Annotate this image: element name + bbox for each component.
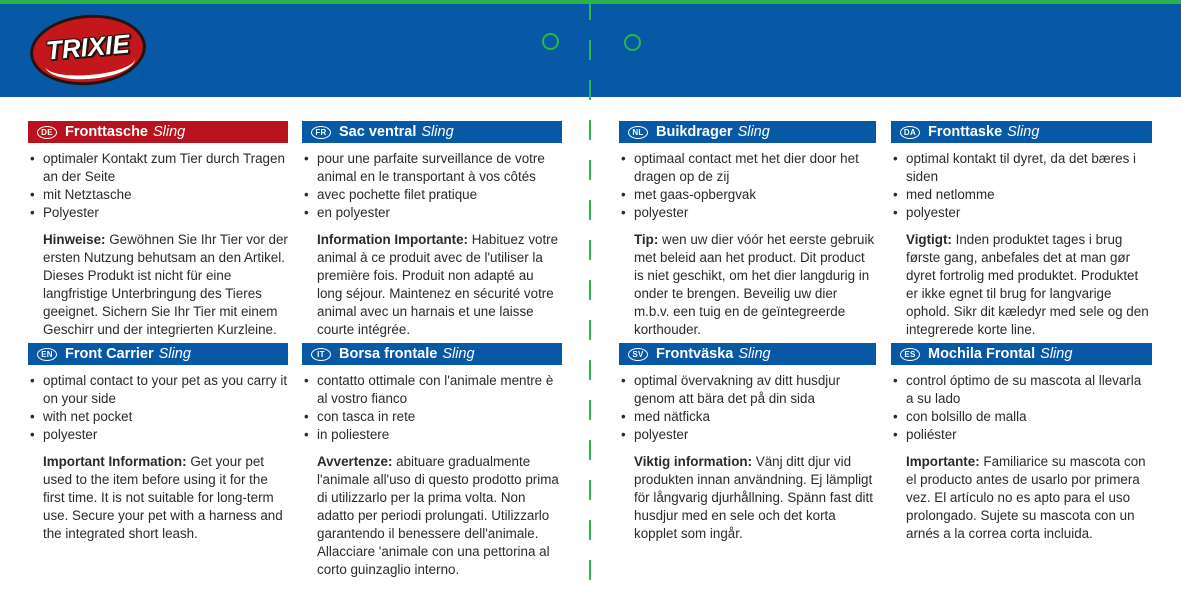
product-name: Sling xyxy=(737,124,770,140)
block-title: Fronttaske xyxy=(928,124,1003,140)
lang-block-de xyxy=(28,121,288,343)
bullet-item: • optimal kontakt til dyret, da det bæres i siden xyxy=(891,150,1152,186)
note-text: Gewöhnen Sie Ihr Tier vor der ersten Nutzung behutsam an den Artikel. Dieses Produkt ist nicht für eine langfristige Unterbringung des Tieres geeignet. Sichern Sie Ihr Tier mit einem Geschirr und der integrierten Kurzleine. xyxy=(43,232,288,337)
bullet-item: • avec pochette filet pratique xyxy=(302,186,562,204)
note-paragraph xyxy=(619,453,876,543)
product-name: Sling xyxy=(421,124,454,140)
bullet-item: • en polyester xyxy=(302,204,562,222)
note-label: Important Information: xyxy=(43,454,187,469)
note-paragraph xyxy=(302,231,562,339)
note-text: Get your pet used to the item before using it for the first time. It is not suitable for long-term use. Secure your pet with a harness and the integrated short leash. xyxy=(43,454,283,541)
lang-header-en xyxy=(28,343,288,365)
column-1 xyxy=(28,121,288,543)
bullet-list xyxy=(619,150,876,222)
bullet-list xyxy=(891,372,1152,444)
bullet-list xyxy=(302,150,562,222)
lang-block-es xyxy=(891,343,1152,543)
block-title: Borsa frontale xyxy=(339,346,438,362)
note-label: Importante: xyxy=(906,454,980,469)
bullet-item: • optimal contact to your pet as you carry it on your side xyxy=(28,372,288,408)
lang-header-es xyxy=(891,343,1152,365)
lang-block-sv xyxy=(619,343,876,543)
trixie-logo xyxy=(27,10,149,90)
product-name: Sling xyxy=(442,346,475,362)
lang-header-it xyxy=(302,343,562,365)
lang-badge-icon: IT xyxy=(311,348,331,361)
lang-block-da xyxy=(891,121,1152,343)
bullet-item: • met gaas-opbergvak xyxy=(619,186,876,204)
bullet-item: • contatto ottimale con l'animale mentre è al vostro fianco xyxy=(302,372,562,408)
bullet-list xyxy=(302,372,562,444)
lang-block-fr xyxy=(302,121,562,343)
note-text: Vänj ditt djur vid produkten innan användning. Ej lämpligt för långvarig djurhållning. Spänn fast ditt husdjur med en sele och det korta kopplet som ingår. xyxy=(634,454,873,541)
bullet-item: • optimaler Kontakt zum Tier durch Tragen an der Seite xyxy=(28,150,288,186)
bullet-item: • polyester xyxy=(891,204,1152,222)
lang-block-it xyxy=(302,343,562,579)
note-text: wen uw dier vóór het eerste gebruik met beleid aan het product. Dit product is niet geschikt, om het dier langdurig in onder te brengen. Beveilig uw dier m.b.v. een tuig en de geïntegreerde korthouder. xyxy=(634,232,875,337)
bullet-item: • control óptimo de su mascota al llevarla a su lado xyxy=(891,372,1152,408)
bullet-list xyxy=(28,150,288,222)
lang-badge-icon: NL xyxy=(628,126,648,139)
bullet-item: • med nätficka xyxy=(619,408,876,426)
lang-badge-icon: DE xyxy=(37,126,57,139)
note-label: Tip: xyxy=(634,232,659,247)
trixie-logo-text: TRIXIE xyxy=(44,27,131,66)
bullet-item: • polyester xyxy=(28,426,288,444)
block-title: Frontväska xyxy=(656,346,734,362)
block-title: Fronttasche xyxy=(65,124,148,140)
lang-badge-icon: FR xyxy=(311,126,331,139)
note-text: Habituez votre animal à ce produit avec de l'utiliser la première fois. Produit non adapté au long séjour. Maintenez en sécurité votre animal avec un harnais et une laisse courte intégrée. xyxy=(317,232,559,337)
bullet-item: • polyester xyxy=(619,204,876,222)
bullet-list xyxy=(891,150,1152,222)
bullet-item: • med netlomme xyxy=(891,186,1152,204)
fold-dashed-line xyxy=(589,0,591,590)
bullet-item: • Polyester xyxy=(28,204,288,222)
note-text: Inden produktet tages i brug første gang, anbefales det at man gør dyret fortrolig med produktet. Produktet er ikke egnet til brug for langvarige ophold. Sikr dit kæledyr med sele og den integrerede korte line. xyxy=(906,232,1149,337)
block-title: Front Carrier xyxy=(65,346,154,362)
lang-badge-icon: EN xyxy=(37,348,57,361)
bullet-item: • in poliestere xyxy=(302,426,562,444)
lang-header-da xyxy=(891,121,1152,143)
product-name: Sling xyxy=(1040,346,1073,362)
bullet-item: • optimaal contact met het dier door het dragen op de zij xyxy=(619,150,876,186)
note-paragraph xyxy=(619,231,876,339)
column-3 xyxy=(619,121,876,543)
block-title: Mochila Frontal xyxy=(928,346,1036,362)
bullet-item: • con tasca in rete xyxy=(302,408,562,426)
lang-badge-icon: ES xyxy=(900,348,920,361)
lang-header-fr xyxy=(302,121,562,143)
lang-header-sv xyxy=(619,343,876,365)
bullet-item: • poliéster xyxy=(891,426,1152,444)
column-4 xyxy=(891,121,1152,543)
lang-block-nl xyxy=(619,121,876,343)
bullet-item: • optimal övervakning av ditt husdjur genom att bära det på din sida xyxy=(619,372,876,408)
bullet-item: • con bolsillo de malla xyxy=(891,408,1152,426)
product-name: Sling xyxy=(1007,124,1040,140)
bullet-item: • with net pocket xyxy=(28,408,288,426)
note-text: Familiarice su mascota con el producto antes de usarlo por primera vez. El artículo no es apto para el uso prolongado. Sujete su mascota con un arnés a la correa corta incluida. xyxy=(906,454,1146,541)
product-name: Sling xyxy=(153,124,186,140)
registration-circle-icon xyxy=(542,33,559,50)
bullet-item: • pour une parfaite surveillance de votre animal en le transportant à vos côtés xyxy=(302,150,562,186)
registration-circle-icon xyxy=(624,34,641,51)
block-title: Sac ventral xyxy=(339,124,417,140)
note-paragraph xyxy=(891,453,1152,543)
note-paragraph xyxy=(28,453,288,543)
block-title: Buikdrager xyxy=(656,124,733,140)
bullet-item: • polyester xyxy=(619,426,876,444)
lang-badge-icon: SV xyxy=(628,348,648,361)
note-paragraph xyxy=(28,231,288,339)
note-paragraph xyxy=(891,231,1152,339)
note-text: abituare gradualmente l'animale all'uso di questo prodotto prima di utilizzarlo per la prima volta. Non adatto per periodi prolungati. Utilizzarlo garantendo il benessere dell'animale. Allacciare 'animale con una pettorina al corto guinzaglio interno. xyxy=(317,454,559,577)
column-2 xyxy=(302,121,562,579)
lang-badge-icon: DA xyxy=(900,126,920,139)
note-paragraph xyxy=(302,453,562,579)
lang-header-de xyxy=(28,121,288,143)
bullet-list xyxy=(28,372,288,444)
bullet-list xyxy=(619,372,876,444)
product-name: Sling xyxy=(738,346,771,362)
product-name: Sling xyxy=(158,346,191,362)
lang-header-nl xyxy=(619,121,876,143)
note-label: Viktig information: xyxy=(634,454,753,469)
lang-block-en xyxy=(28,343,288,543)
note-label: Information Importante: xyxy=(317,232,469,247)
bullet-item: • mit Netztasche xyxy=(28,186,288,204)
note-label: Vigtigt: xyxy=(906,232,952,247)
note-label: Avvertenze: xyxy=(317,454,393,469)
note-label: Hinweise: xyxy=(43,232,106,247)
